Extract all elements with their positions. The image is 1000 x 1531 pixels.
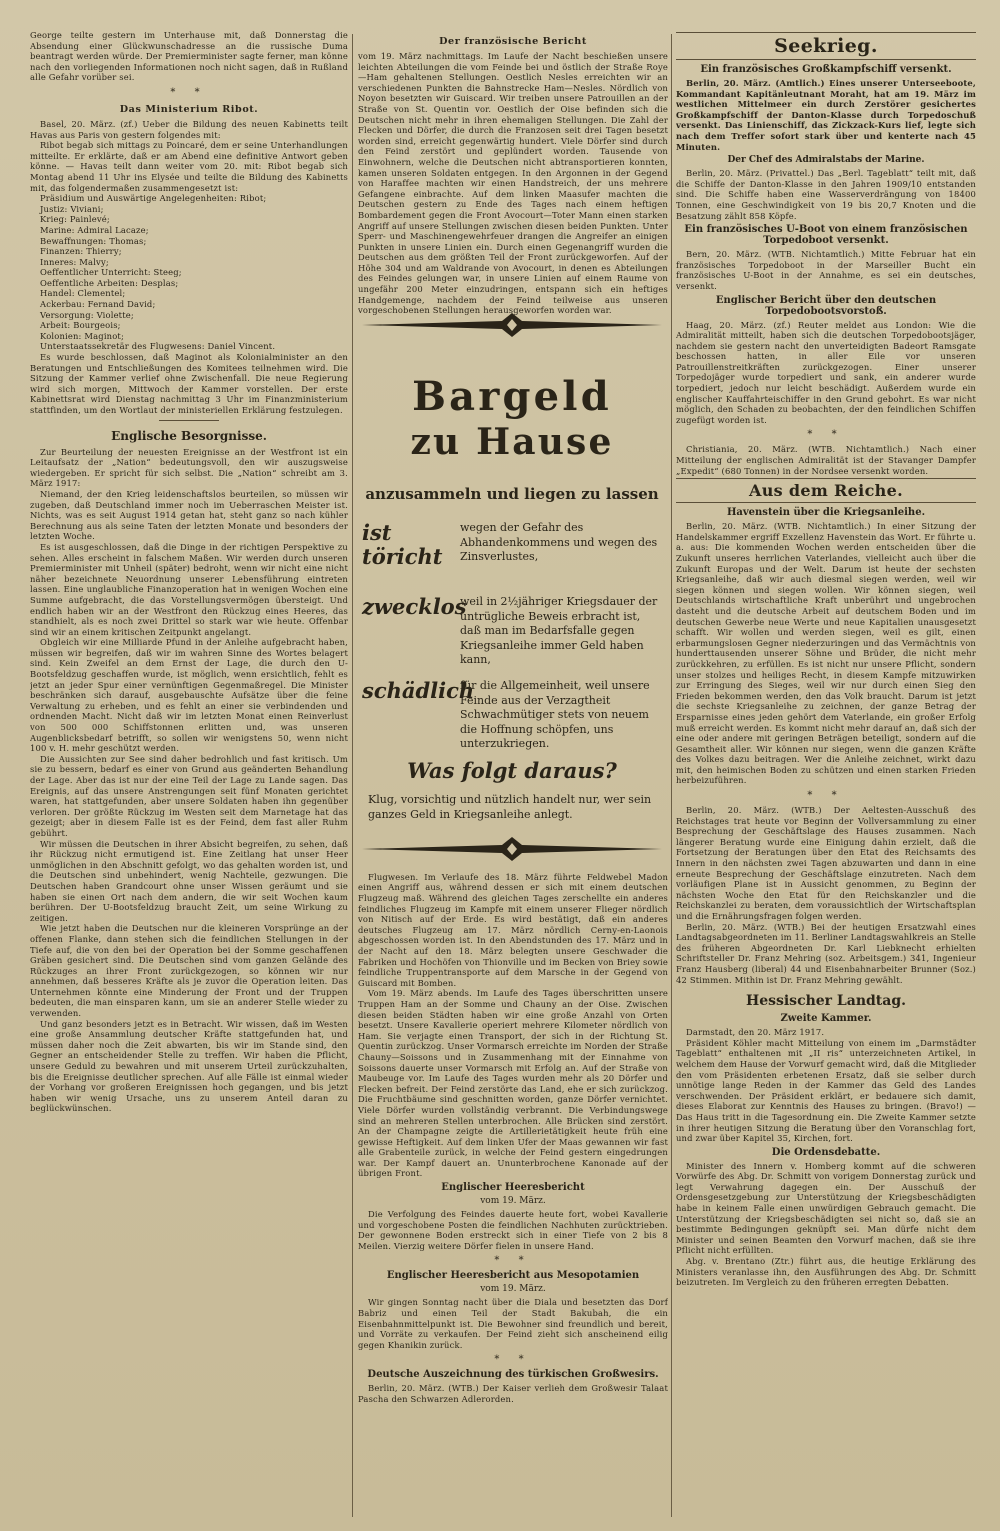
- naval-paragraph: Bern, 20. März. (WTB. Nichtamtlich.) Mitte Februar hat ein französisches Torpedoboot in der Marseiller Bucht ein französisches U-Boot in der Annahme, es sei ein deutsches, versenkt.: [676, 249, 976, 291]
- turkish-grand-vizier-paragraph: Berlin, 20. März. (WTB.) Der Kaiser verlieh dem Großwesir Talaat Pascha den Schwarzen Adlerorden.: [358, 1383, 668, 1404]
- ornament-rule-top-icon: [362, 313, 662, 337]
- english-paragraph: Zur Beurteilung der neuesten Ereignisse an der Westfront ist ein Leitaufsatz der „Nation“ bedeutungsvoll, den wir auszugsweise wiedergeben. Er spricht für sich selbst. Die „Nation“ schreibt am 3. März 1917:: [30, 446, 348, 489]
- english-worries-heading: Englische Besorgnisse.: [111, 428, 267, 443]
- ad-question: Was folgt daraus?: [407, 758, 617, 783]
- ad-reason-harmful-text: für die Allgemeinheit, weil unsere Feinde aus der Verzagtheit Schwachmütiger stets von neuem die Hoffnung schöpfen, uns unterzukriegen.: [460, 679, 650, 750]
- ad-keyword-pointless: zwecklos: [362, 594, 467, 619]
- naval-paragraph: Haag, 20. März. (zf.) Reuter meldet aus London: Wie die Admiralität mitteilt, haben sich die deutschen Torpedobootsjäger, nachdem sie gestern nacht den unverteidigten Badeort Ramsgate beschossen hatten, in aller Eile vor unseren Patrouillenstreitkräften zurückgezogen. Einer unserer Torpedojäger wurde torpediert und sank, ein anderer wurde torpediert, jedoch nur leicht beschädigt. Außerdem wurde ein englischer Kauffahrteischiffer in den Grund gebohrt. Es war nicht möglich, den Schaden zu beobachten, der den feindlichen Schiffen zugefügt worden ist.: [676, 319, 976, 425]
- column-rule-right: [671, 34, 672, 1517]
- cabinet-entry: Marine: Admiral Lacaze;: [40, 224, 149, 235]
- cabinet-entry: Unterstaatssekretär des Flugwesens: Daniel Vincent.: [40, 341, 276, 352]
- right-column: [676, 30, 976, 1521]
- empire-paragraph: Berlin, 20. März. (WTB.) Der Aeltesten-Ausschuß des Reichstages trat heute vor Beginn der Vollversammlung zu einer Besprechung der Geschäftslage des Hauses zusammen. Nach längerer Beratung wurde eine Einigung dahin erzielt, daß die Fortsetzung der Beratungen über den Etat des Reichsamts des Innern in den nächsten zwei Tagen abzuwarten und dann in eine erneute Besprechung der Geschäftslage einzutreten. Nach dem vorläufigen Plane ist in Aussicht genommen, zu Beginn der nächsten Woche den Etat für den Reichskanzler und die Reichskanzlei zu beraten, dem voraussichtlich der Wirtschaftsplan und die Ernährungsfragen folgen werden.: [676, 805, 976, 921]
- war-bond-advertisement: [362, 313, 662, 861]
- landtag-paragraph: Abg. v. Brentano (Ztr.) führt aus, die heutige Erklärung des Ministers veranlasse ihn, den Ausführungen des Abg. Dr. Schmitt beizutreten. Im Vergleich zu den früheren erregten Debatten.: [676, 1256, 976, 1288]
- mesopotamia-report-paragraph: Wir gingen Sonntag nacht über die Diala und besetzten das Dorf Babriz und einen Teil der Stadt Bakubah, die ein Eisenbahnmittelpunkt ist. Die Bewohner sind freundlich und bereit, und Vorräte zu verkaufen. Der Feind zieht sich anscheinend eilig gegen Khanikin zurück.: [358, 1297, 668, 1350]
- ad-reason-pointless: [362, 595, 662, 668]
- ad-reason-foolish-text: wegen der Gefahr des Abhandenkommens und wegen des Zinsverlustes,: [460, 521, 658, 563]
- empire-heading: Aus dem Reiche.: [676, 478, 976, 503]
- ad-answer: Klug, vorsichtig und nützlich handelt nur, wer sein ganzes Geld in Kriegsanleihe anlegt.: [368, 793, 652, 821]
- cabinet-entry: Justiz: Viviani;: [40, 203, 104, 214]
- empire-subheading: Havenstein über die Kriegsanleihe.: [726, 507, 926, 519]
- cabinet-entry: Inneres: Malvy;: [40, 256, 109, 267]
- english-paragraph: Wir müssen die Deutschen in ihrer Absicht begreifen, zu sehen, daß ihr Rückzug nicht ermutigend ist. Eine Zeitlang hat unser Heer unmöglichen in den Abschnitt gefolgt, wo das gehalten worden ist, und die Deutschen sind unbehindert, wenig Nachteile, gezwungen. Die Deutschen haben Grandcourt ohne unser Wissen geräumt und sie haben sie einen Ort nach dem andern, die wir seit Wochen kaum berühren. Der U-Bootsfeldzug braucht Zeit, um seine Wirkung zu zeitigen.: [30, 838, 348, 923]
- ministry-paragraph: Es wurde beschlossen, daß Maginot als Kolonialminister an den Beratungen und Entschließungen des Komitees teilnehmen wird. Die Sitzung der Kammer verlief ohne Zwischenfall. Die neue Regierung wird sich morgen, Mittwoch der Kammer vorstellen. Der erste Kabinettsrat wird Dienstag nachmittag 3 Uhr im Finanzministerium stattfinden, um den Wortlaut der ministeriellen Erklärung festzulegen.: [30, 352, 348, 415]
- cabinet-entry: Finanzen: Thierry;: [40, 246, 122, 257]
- section-separator: * *: [807, 790, 845, 802]
- empire-paragraph: Berlin, 20. März. (WTB.) Bei der heutigen Ersatzwahl eines Landtagsabgeordneten im 11. Berliner Landtagswahlkreis an Stelle des früheren Abgeordneten Dr. Karl Liebknecht erhielten Schriftsteller Dr. Franz Mehring (soz. Arbeitsgem.) 341, Ingenieur Franz Hausberg (liberal) 44 und Eisenbahnarbeiter Brunner (Soz.) 42 Stimmen. Mithin ist Dr. Franz Mehring gewählt.: [676, 921, 976, 985]
- ministry-paragraph: Basel, 20. März. (zf.) Ueber die Bildung des neuen Kabinetts teilt Havas aus Paris von gestern folgendes mit:: [30, 118, 348, 140]
- empire-paragraph: Berlin, 20. März. (WTB. Nichtamtlich.) In einer Sitzung der Handelskammer ergriff Exzellenz Havenstein das Wort. Er führte u. a. aus: Die kommenden Wochen werden entscheiden über die Zukunft unseres herrlichen Vaterlandes, vielleicht auch über die Zukunft Europas und der Welt. Darum ist heute der sechsten Kriegsanleihe, daß wir auch diesmal siegen werden, weil wir siegen können und siegen wollen. Wir können siegen, weil Deutschlands wirtschaftliche Kraft unberührt und ungebrochen dasteht und die deutsche Arbeit auf deutschem Boden und im deutschen Gewerbe neue Werte und neue Kapitalien unausgesetzt schafft. Wir wollen und werden siegen, weil es gilt, einen erbarmungslosen Gegner niederzuringen und das Vermächtnis von hunderttausenden unserer Söhne und Brüder, die nicht mehr zurückkehren, zu erfüllen. Es ist nicht nur unsere Pflicht, sondern unser stolzes und heiliges Recht, in diesem Kampfe mitzuwirken zur Erringung des Sieges, weil wir nur durch einen Sieg den Frieden bekommen werden, den das Volk braucht. Darum ist jetzt die sechste Kriegsanleihe zu zeichnen, der ganze Betrag der Ersparnisse eines jeden gehört dem Vaterlande, ein großer Erfolg muß erreicht werden. Es kommt nicht mehr darauf an, daß sich der eine oder andere mit geringen Beträgen beteiligt, sondern auf die Gesamtheit aller. Wir können nur siegen, wenn die ganzen Kräfte des Volkes dazu beitragen. Wer die Anleihe zeichnet, wirkt dazu mit, den heimischen Boden zu schützen und einen starken Frieden herbeizuführen.: [676, 521, 976, 786]
- english-army-report-date: vom 19. März.: [480, 1196, 546, 1207]
- english-paragraph: Es ist ausgeschlossen, daß die Dinge in der richtigen Perspektive zu sehen. Alles erscheint in falschem Maßen. Wir werden durch unseren Premierminister mit Unheil (später) bedroht, wenn wir nicht eine nicht näher bezeichnete Neuordnung unserer Lebensführung eintreten lassen. Eine unglaubliche Finanzoperation hat in wenigen Wochen eine Summe aufgebracht, die das Vorstellungsvermögen übersteigt. Und endlich haben wir an der Westfront den Rückzug eines Heeres, das standhielt, als es noch zwei Drittel so stark war wie heute. Offenbar sind wir an einem kritischen Zeitpunkt angelangt.: [30, 541, 348, 637]
- cabinet-list: [30, 193, 348, 352]
- english-paragraph: Obgleich wir eine Milliarde Pfund in der Anleihe aufgebracht haben, müssen wir begreifen, daß wir im wahren Sinne des Wortes belagert sind. Kein Zweifel an dem Ernst der Lage, die durch den U-Bootsfeldzug geschaffen wurde, ist möglich, wenn ersichtlich, fehlt es jetzt an jeder Spur einer vernünftigen Gegenmaßregel. Die Minister beschränken sich darauf, ausgebauschte Aufsätze über die feine Verwaltung zu erheben, und es fehlt an einer sie verbindenden und ordnenden Macht. Nicht daß wir im letzten Monat einen Reinverlust von 500 000 Schiffstonnen erlitten und, was unseren Augenblicksbedarf betrifft, so sollen wir wenigstens 50, wenn nicht 100 v. H. mehr geschützt werden.: [30, 637, 348, 754]
- english-army-report-paragraph: Die Verfolgung des Feindes dauerte heute fort, wobei Kavallerie und vorgeschobene Posten die feindlichen Nachhuten zurücktrieben. Der gewonnene Boden erstreckt sich in einer Tiefe von 2 bis 8 Meilen. Vierzig weitere Dörfer fielen in unsere Hand.: [358, 1209, 668, 1251]
- cabinet-entry: Kolonien: Maginot;: [40, 330, 124, 341]
- landtag-subheading: Die Ordensdebatte.: [771, 1146, 881, 1158]
- english-paragraph: Niemand, der den Krieg leidenschaftslos beurteilen, so müssen wir zugeben, daß Deutschland immer noch im Ueberraschen Meister ist. Nichts, was es seit August 1914 getan hat, steht ganz so nach kühler Berechnung aus als seine Taten der letzten Monate und besonders der letzten Woche.: [30, 488, 348, 542]
- landtag-paragraph: Minister des Innern v. Homberg kommt auf die schweren Vorwürfe des Abg. Dr. Schmitt von vorigem Donnerstag zurück und legt Verwahrung dagegen ein. Der Ausschuß der Ordensgesetzgebung zur Unterstützung der Kriegsbeschädigten habe in keinem Falle einen unwürdigen Gebrauch gemacht. Die Unterstützung der Kriegsbeschädigten sei nicht so, daß sie an bestimmte Bedingungen geknüpft sei. Man dürfe nicht dem Minister und seinen Beamten den Vorwurf machen, daß sie ihre Pflicht nicht erfüllten.: [676, 1160, 976, 1256]
- naval-subheading: Englischer Bericht über den deutschen Torpedobootsvorstoß.: [715, 294, 937, 317]
- landtag-dateline: Darmstadt, den 20. März 1917.: [686, 1027, 825, 1038]
- ad-reason-foolish: [362, 521, 662, 569]
- naval-signature: Der Chef des Admiralstabs der Marine.: [727, 155, 925, 166]
- ad-keyword-foolish: ist töricht: [362, 520, 443, 569]
- naval-war-heading: Seekrieg.: [676, 32, 976, 60]
- section-separator: * *: [807, 429, 845, 441]
- left-column: [30, 30, 348, 1521]
- english-paragraph: Die Aussichten zur See sind daher bedrohlich und fast kritisch. Um sie zu bessern, bedarf es einer von Grund aus geänderten Behandlung der Lage. Aber das ist nur der eine Teil der Lage zu Lande sagen. Das Ereignis, auf das unsere Anstrengungen seit fünf Monaten gerichtet waren, hat stattgefunden, aber unsere Soldaten haben ihn gegenüber verloren. Der größte Rückzug im Westen seit dem Marnetage hat das gezeigt; aber in diesem Falle ist es der Feind, dem fast aller Ruhm gebührt.: [30, 753, 348, 838]
- turkish-grand-vizier-heading: Deutsche Auszeichnung des türkischen Großwesirs.: [367, 1369, 659, 1381]
- cabinet-entry: Bewaffnungen: Thomas;: [40, 235, 147, 246]
- naval-paragraph: Berlin, 20. März. (Privattel.) Das „Berl. Tageblatt“ teilt mit, daß die Schiffe der Danton-Klasse in den Jahren 1909/10 entstanden sind. Die Schiffe haben eine Wasserverdrängung von 18400 Tonnen, eine Geschwindigkeit von 19 bis 20,7 Knoten und die Besatzung zählt 858 Köpfe.: [676, 168, 976, 221]
- cabinet-entry: Präsidium und Auswärtige Angelegenheiten: Ribot;: [40, 193, 267, 204]
- ad-title-cash: Bargeld: [412, 373, 612, 420]
- english-army-report-heading: Englischer Heeresbericht: [441, 1182, 585, 1194]
- cabinet-entry: Handel: Clementel;: [40, 288, 126, 299]
- section-separator: * *: [494, 1354, 532, 1366]
- aviation-paragraph: Flugwesen. Im Verlaufe des 18. März führte Feldwebel Madon einen Angriff aus, während dessen er sich mit einem deutschen Flugzeug maß. Während des gleichen Tages zerschellte ein anderes feindliches Flugzeug im Kampfe mit einem unserer Flieger nördlich von Nitisch auf der Erde. Es wird bestätigt, daß ein anderes deutsches Flugzeug am 17. März nördlich Cerny-en-Laonois abgeschossen worden ist. In den Abendstunden des 17. März und in der Nacht auf den 18. März belegten unsere Geschwader die Fabriken und Hochöfen von Thionville und im Becken von Briey sowie feindliche Truppentransporte auf dem Marsche in der Gegend von Guiscard mit Bomben.: [358, 871, 668, 988]
- intro-paragraph: George teilte gestern im Unterhause mit, daß Donnerstag die Absendung einer Glückwunschadresse an die russische Duma beantragt werden würde. Der Premierminister sagte ferner, man könne nach den vorliegenden Informationen noch nicht sagen, daß in Rußland alle Gefahr vorüber sei.: [30, 30, 348, 83]
- english-paragraph: Wie jetzt haben die Deutschen nur die kleineren Vorsprünge an der offenen Flanke, dann stehen sich die feindlichen Stellungen in der Tiefe auf, die von den bei der Operation bei der Somme geschaffenen Gräben gesichert sind. Die Deutschen sind vom ganzen Gelände des Rückzuges an ihrer Front zurückgezogen, so können wir nur annehmen, daß besseres Kräfte als je zuvor die Operation leiten. Das Unternehmen könnte eine Minderung der Front und der Truppen bedeuten, die man einsparen kann, um sie an anderer Stelle wieder zu verwenden.: [30, 923, 348, 1019]
- ad-subtitle: anzusammeln und liegen zu lassen: [365, 485, 659, 503]
- french-report-heading: Der französische Bericht: [439, 36, 587, 47]
- naval-subheading: Ein französisches U-Boot von einem französischen Torpedoboot versenkt.: [684, 224, 968, 247]
- section-separator: * *: [170, 86, 208, 98]
- ministry-heading: Das Ministerium Ribot.: [119, 103, 259, 115]
- section-separator: * *: [494, 1255, 532, 1267]
- ornament-rule-bottom-icon: [362, 837, 662, 861]
- column-rule-left: [352, 34, 353, 1517]
- cabinet-entry: Arbeit: Bourgeois;: [40, 320, 121, 331]
- landtag-paragraph: Präsident Köhler macht Mitteilung von einem im „Darmstädter Tageblatt“ enthaltenen mit „II ris“ unterzeichneten Artikel, in welchem dem Hause der Vorwurf gemacht wird, daß die Mitglieder den vom Präsidenten erbetenen Ersatz, daß sie selber durch unnötige lange Reden in der Kammer das Geld des Landes verschwenden. Der Präsident erklärt, er bedauere sich damit, dieses Elaborat zur Kenntnis des Hauses zu bringen. (Bravo!) — Das Haus tritt in die Tagesordnung ein. Die Zweite Kammer setzte in ihrer heutigen Sitzung die Beratung über den Voranschlag fort, und zwar über Kapitel 35, Kirchen, fort.: [676, 1037, 976, 1144]
- ad-title-at-home: zu Hause: [410, 421, 614, 463]
- naval-paragraph: Berlin, 20. März. (Amtlich.) Eines unserer Unterseeboote, Kommandant Kapitänleutnant Moraht, hat am 19. März im westlichen Mittelmeer ein durch Zerstörer gesichertes Großkampfschiff der Danton-Klasse durch Torpedoschuß versenkt. Das Linienschiff, das Zickzack-Kurs lief, legte sich nach dem Treffer sofort stark über und kenterte nach 45 Minuten.: [676, 78, 976, 152]
- cabinet-entry: Oeffentlicher Unterricht: Steeg;: [40, 267, 182, 278]
- landtag-subheading: Zweite Kammer.: [780, 1013, 872, 1025]
- mesopotamia-report-heading: Englischer Heeresbericht aus Mesopotamien: [386, 1270, 640, 1282]
- cabinet-entry: Oeffentliche Arbeiten: Desplas;: [40, 277, 179, 288]
- english-paragraph: Und ganz besonders jetzt es in Betracht. Wir wissen, daß im Westen eine große Ansammlung deutscher Kräfte stattgefunden hat, und müssen daher noch die Zeit abwarten, bis wir im Stande sind, den Gegner an entscheidender Stelle zu treffen. Wir haben die Pflicht, unsere Geduld zu bewahren und mit unserem Urteil zurückzuhalten, bis die Ereignisse deutlicher sprechen. Auf alle Fälle ist einmal wieder der Vorhang vor großeren Ereignissen hoch gegangen, und bis jetzt haben wir wenig Ursache, uns zu unserem Anteil daran zu beglückwünschen.: [30, 1018, 348, 1114]
- ministry-paragraph: Ribot begab sich mittags zu Poincaré, dem er seine Unterhandlungen mitteilte. Er erklärte, daß er am Abend eine definitive Antwort geben könne. — Havas teilt dann weiter vom 20. mit: Ribot begab sich Montag abend 11 Uhr ins Elysée und teilte die Bildung des Kabinetts mit, das folgendermaßen zusammengesetzt ist:: [30, 140, 348, 193]
- french-report-paragraph: vom 19. März nachmittags. Im Laufe der Nacht beschießen unsere leichten Abteilungen die vom Feinde bei und östlich der Straße Roye—Ham gehaltenen Stellungen. Oestlich Nesles erreichten wir an verschiedenen Punkten die Bahnstrecke Ham—Nesles. Nördlich von Noyon besetzten wir Guiscard. Wir treiben unsere Patrouillen an der Straße von St. Quentin vor. Oestlich der Oise befinden sich die Deutschen nicht mehr in ihren ehemaligen Stellungen. Die Zahl der Flecken und Dörfer, die durch die Franzosen seit drei Tagen besetzt worden sind, erreicht gegenwärtig hundert. Viele Dörfer sind durch den Feind zerstört und geplündert worden. Tausende von Einwohnern, welche die Deutschen nicht abtransportieren konnten, kamen unseren Soldaten entgegen. In den Argonnen in der Gegend von Haraffee machten wir einen Handstreich, der uns mehrere Gefangene einbrachte. Auf dem linken Maasufer machten die Deutschen gestern zu Ende des Tages nach einem heftigen Bombardement gegen die Front Avocourt—Toter Mann einen starken Angriff auf unsere Stellungen zwischen diesen beiden Punkten. Unter Sperr- und Maschinengewehrfeuer drangen die Angreifer an einigen Punkten in unsere Linien ein. Durch einen Gegenangriff wurden die Deutschen aus dem größten Teil der Front zurückgeworfen. Auf der Höhe 304 und am Waldrande von Avocourt, in denen es Abteilungen des Feindes gelungen war, in unsere Linien auf einem Raume von ungefähr 200 Meter einzudringen, entspann sich ein heftiges Handgemenge, nachdem der Feind teilweise aus unseren vorgeschobenen Stellungen herausgeworfen worden war.: [358, 51, 668, 316]
- evening-report-paragraph: Vom 19. März abends. Im Laufe des Tages überschritten unsere Truppen Ham an der Somme und Chauny an der Oise. Zwischen diesen beiden Städten haben wir eine große Anzahl von Orten besetzt. Unsere Kavallerie operiert mehrere Kilometer nördlich von Ham. Sie verjagte einen Transport, der sich in der Richtung St. Quentin zurückzog. Unser Vormarsch erreichte im Norden der Straße Chauny—Soissons und in Zusammenhang mit der Einnahme von Soissons dauerte unser Vormarsch mit Erfolg an. Auf der Straße von Maubeuge vor. Im Laufe des Tages wurden mehr als 20 Dörfer und Flecken befreit. Der Feind zerstörte das Land, ehe er sich zurückzog. Die Fruchtbäume sind geschnitten worden, ganze Dörfer vernichtet. Viele Dörfer wurden vollständig verbrannt. Die Verbindungswege sind an mehreren Stellen unterbrochen. Alle Brücken sind zerstört. An der Champagne zeigte die Artillerietätigkeit heute früh eine gewisse Heftigkeit. Auf dem linken Ufer der Maas gewannen wir fast alle Grabenteile zurück, in welche der Feind gestern eingedrungen war. Der Kampf dauert an. Ununterbrochene Kanonade auf der übrigen Front.: [358, 988, 668, 1179]
- naval-subheading: Ein französisches Großkampfschiff versenkt.: [700, 64, 952, 75]
- cabinet-entry: Versorgung: Violette;: [40, 309, 134, 320]
- ad-reason-pointless-text: weil in 2½jähriger Kriegsdauer der untrügliche Beweis erbracht ist, daß man im Bedarfsfalle gegen Kriegsanleihe immer Geld haben kann,: [460, 595, 658, 666]
- naval-paragraph: Christiania, 20. März. (WTB. Nichtamtlich.) Nach einer Mitteilung der englischen Admiralität ist der Stavanger Dampfer „Expedit“ (680 Tonnen) in der Nordsee versenkt worden.: [676, 444, 976, 476]
- divider: [159, 420, 219, 421]
- ad-reason-harmful: [362, 679, 662, 752]
- mesopotamia-report-date: vom 19. März.: [480, 1284, 546, 1295]
- cabinet-entry: Ackerbau: Fernand David;: [40, 299, 156, 310]
- ad-keyword-harmful: schädlich: [362, 678, 475, 703]
- cabinet-entry: Krieg: Painlevé;: [40, 214, 110, 225]
- hessian-landtag-heading: Hessischer Landtag.: [745, 993, 907, 1010]
